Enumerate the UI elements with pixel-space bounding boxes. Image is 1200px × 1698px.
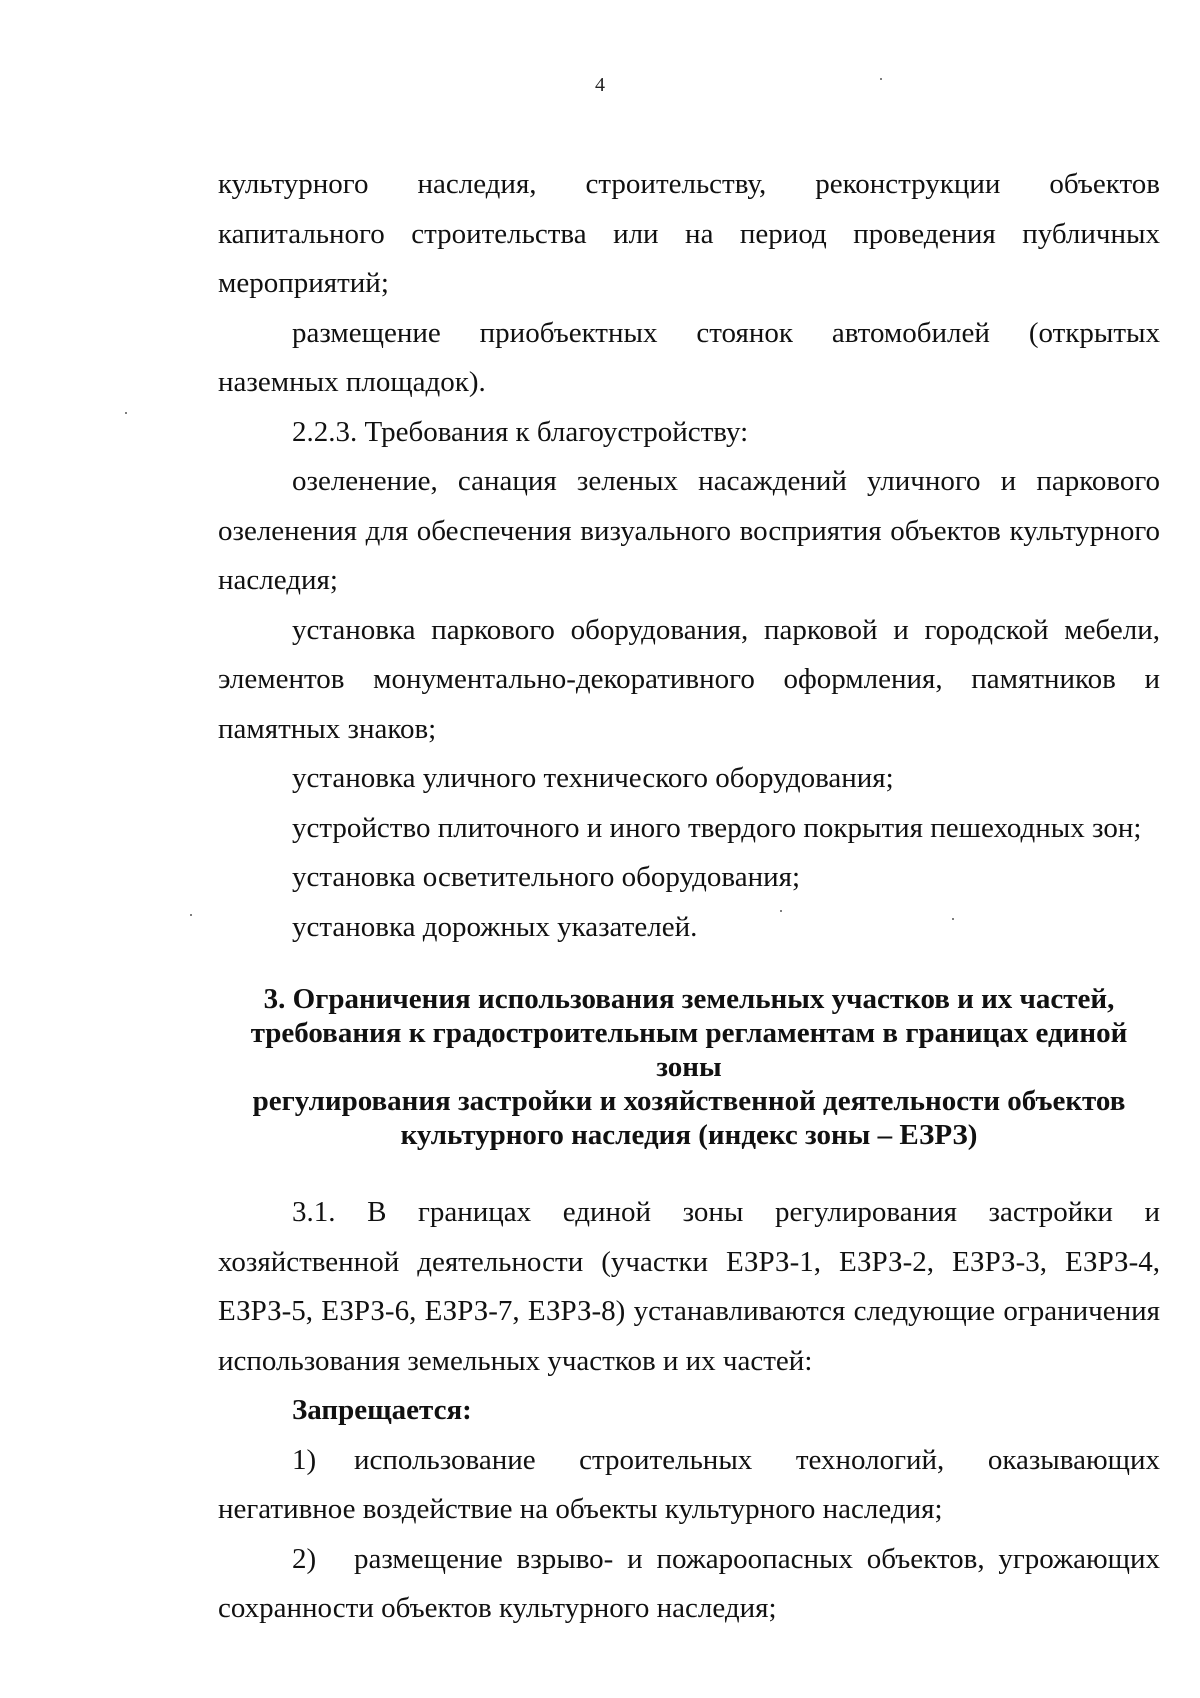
scan-speck [780,910,782,912]
scan-speck [190,914,192,916]
scan-speck [880,78,882,80]
page-number: 4 [595,74,605,96]
scan-speck [952,918,954,920]
item-number: 1) [292,1443,317,1476]
paragraph-parking: размещение приобъектных стоянок автомобилей (открытых наземных площадок). [218,316,1160,398]
item-number: 2) [292,1542,317,1575]
item-text: использование строительных технологий, оказывающих негативное воздействие на объекты культурного наследия; [218,1443,1160,1525]
paragraph-lighting: установка осветительного оборудования; [292,861,801,893]
document-body [218,160,1160,1634]
paragraph-3-1: 3.1. В границах единой зоны регулирования застройки и хозяйственной деятельности (участки ЕЗРЗ-1, ЕЗРЗ-2, ЕЗРЗ-3, ЕЗРЗ-4, ЕЗРЗ-5, ЕЗРЗ-6, ЕЗРЗ-7, ЕЗРЗ-8) устанавливаются следующие ограничения использования земельных участков и их частей: [218,1196,1160,1377]
paragraph-street-equipment: установка уличного технического оборудования; [292,762,894,794]
prohibited-item [218,1535,1160,1634]
section-heading-line: культурного наследия (индекс зоны – ЕЗРЗ) [400,1119,978,1151]
subsection-title-landscaping: 2.2.3. Требования к благоустройству: [292,415,749,448]
paragraph-continuation: культурного наследия, строительству, реконструкции объектов капитального строительства или на период проведения публичных мероприятий; [218,168,1160,299]
scan-speck [125,412,127,414]
item-text: размещение взрыво- и пожароопасных объектов, угрожающих сохранности объектов культурного наследия; [218,1542,1160,1624]
prohibited-item [218,1436,1160,1535]
prohibited-label: Запрещается: [292,1394,472,1426]
paragraph-road-signs: установка дорожных указателей. [292,910,698,943]
section-heading-line: 3. Ограничения использования земельных участков и их частей, [263,983,1115,1015]
section-heading-line: регулирования застройки и хозяйственной деятельности объектов [252,1085,1126,1117]
paragraph-greening: озеленение, санация зеленых насаждений уличного и паркового озеленения для обеспечения визуального восприятия объектов культурного наследия; [218,465,1160,596]
section-heading [218,982,1160,1152]
section-heading-line: требования к градостроительным регламентам в границах единой зоны [250,1017,1128,1083]
paragraph-park-equipment: установка паркового оборудования, парковой и городской мебели, элементов монументально-декоративного оформления, памятников и памятных знаков; [218,613,1160,745]
paragraph-paving: устройство плиточного и иного твердого покрытия пешеходных зон; [292,811,1142,844]
